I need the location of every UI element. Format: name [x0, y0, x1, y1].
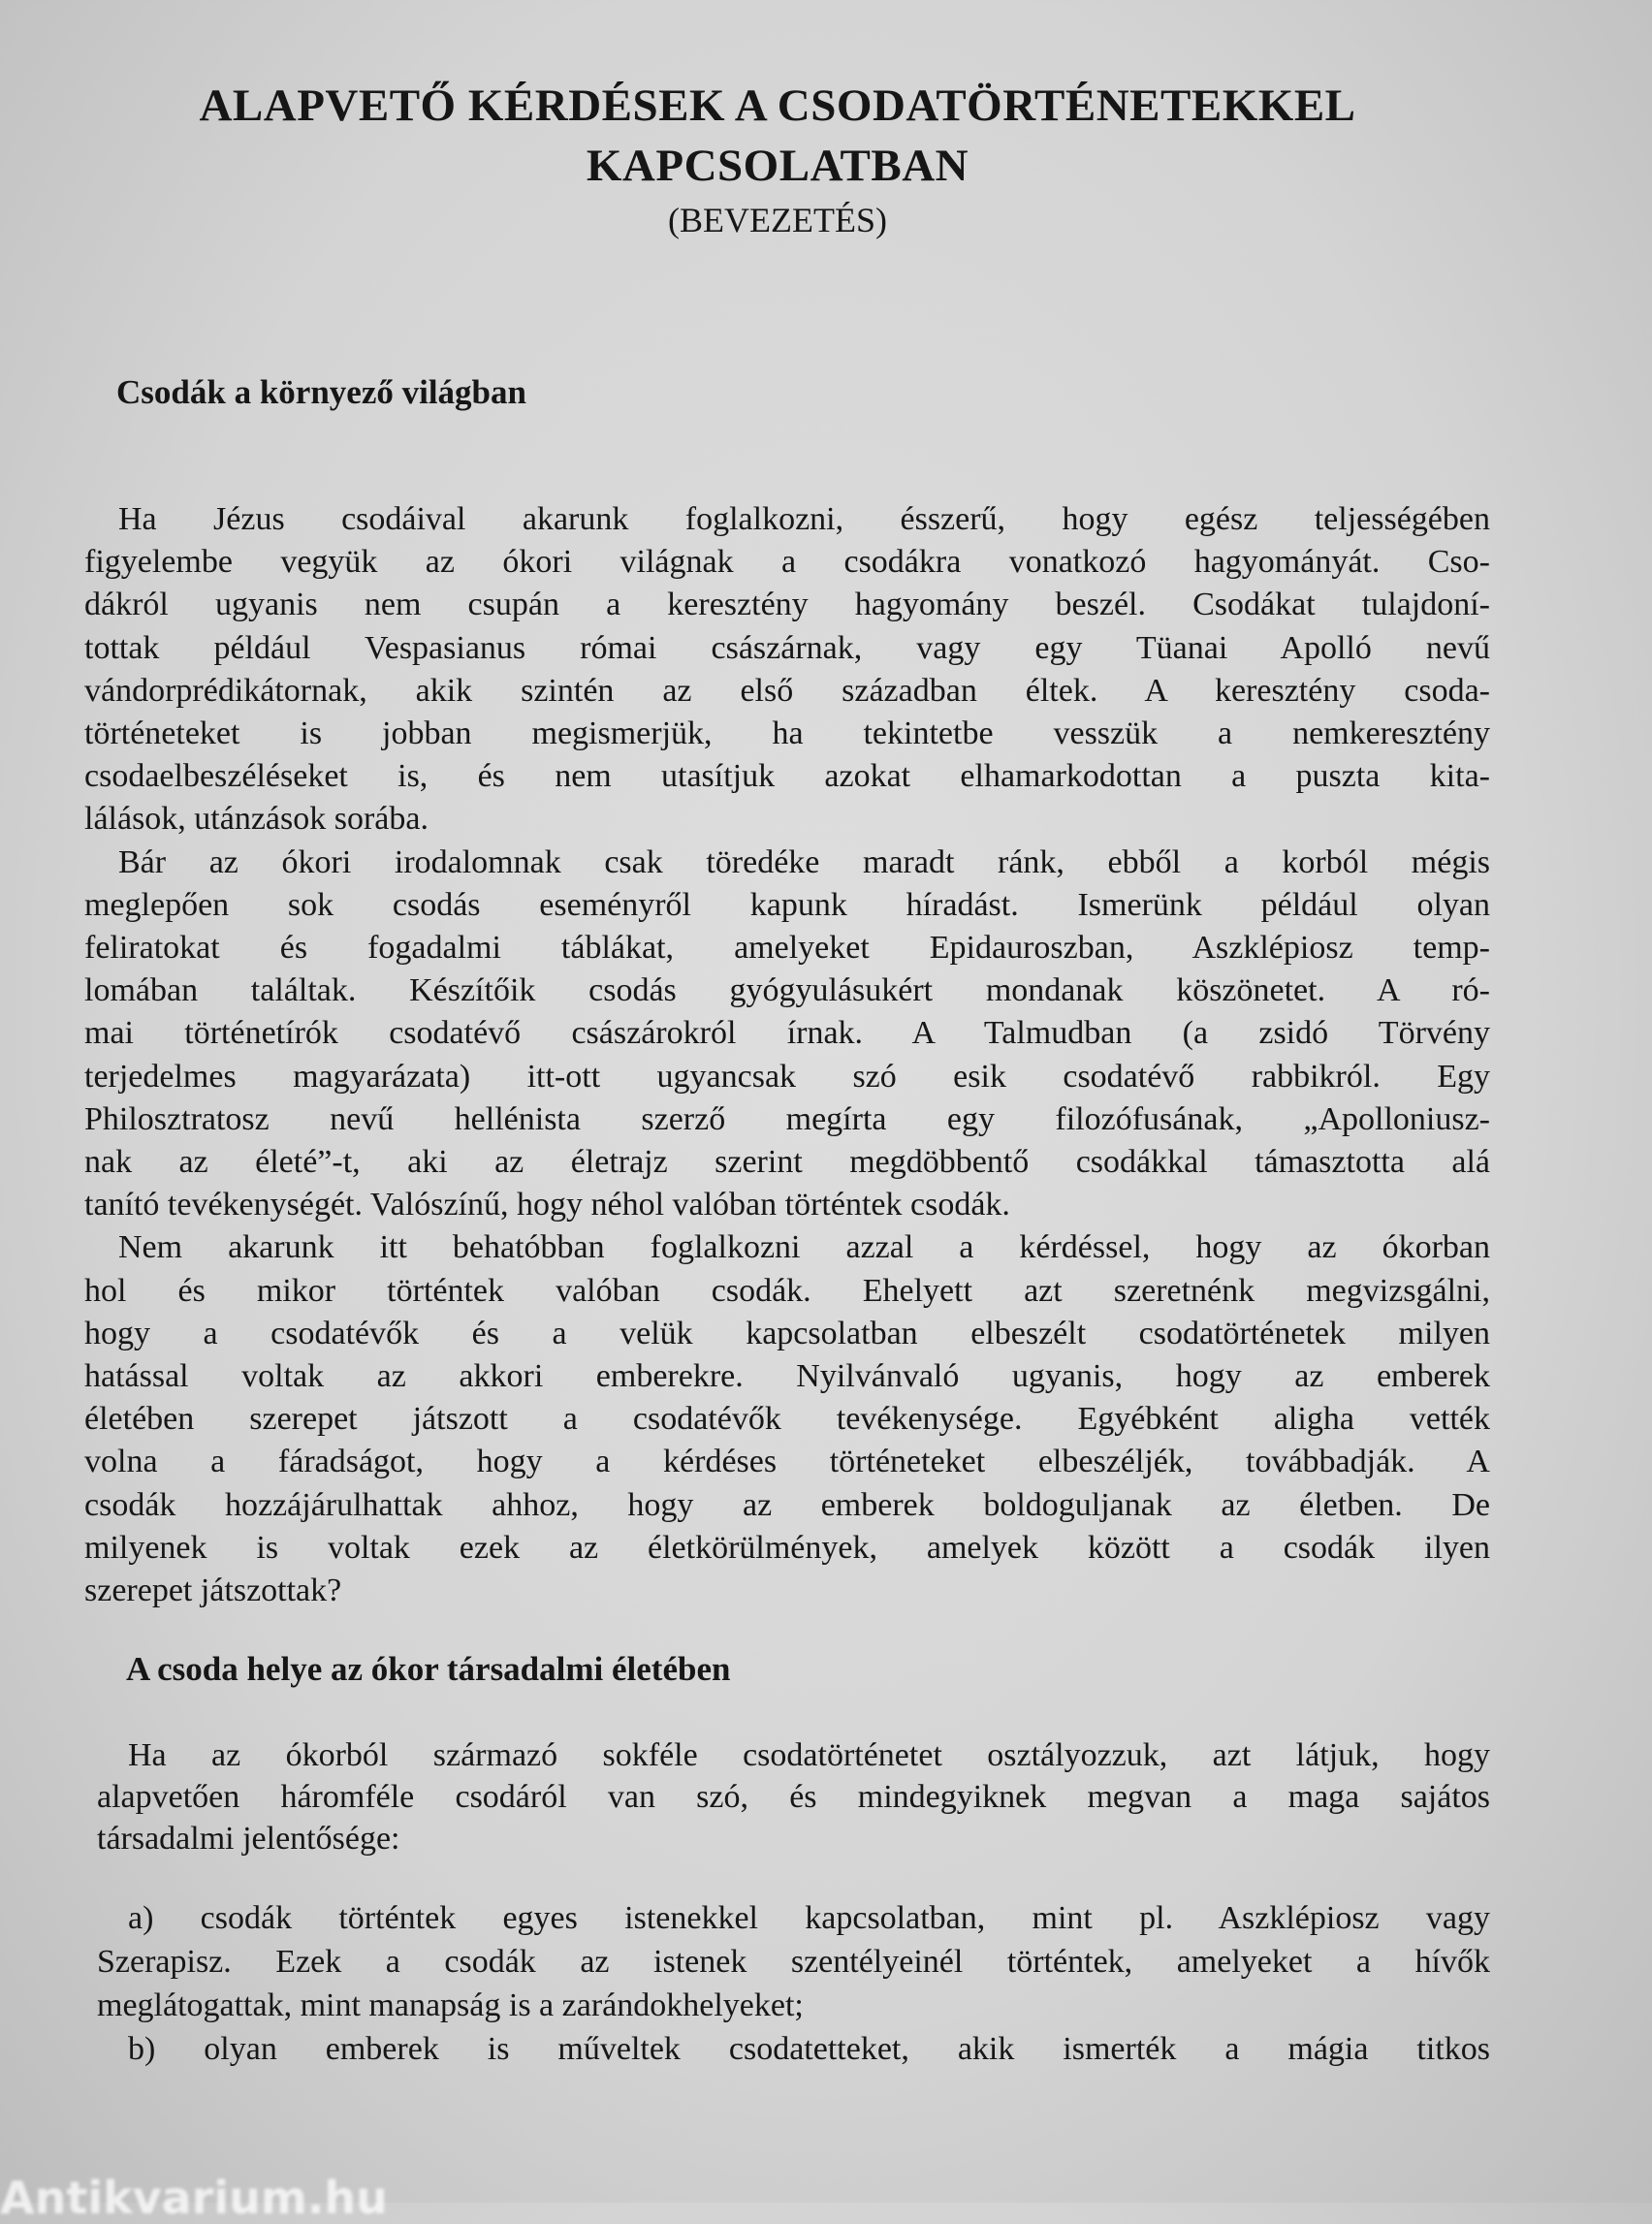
watermark: Antikvarium.hu [0, 2172, 388, 2224]
text-line: lomában találtak. Készítőik csodás gyógyulásukért mondanak köszönetet. A ró- [84, 972, 1490, 1009]
text-line: nak az életé”-t, aki az életrajz szerint megdöbbentő csodákkal támasztotta alá [84, 1144, 1490, 1180]
text-line: szerepet játszottak? [84, 1573, 342, 1608]
text-line: terjedelmes magyarázata) itt-ott ugyancsak szó esik csodatévő rabbikról. Egy [84, 1058, 1490, 1095]
text-line: mai történetírók csodatévő császárokról írnak. A Talmudban (a zsidó Törvény [84, 1015, 1490, 1052]
text-line: figyelembe vegyük az ókori világnak a csodákra vonatkozó hagyományát. Cso- [84, 544, 1490, 581]
text-line: vándorprédikátornak, akik szintén az első században éltek. A keresztény csoda- [84, 672, 1490, 709]
list-item-line: a) csodák történtek egyes istenekkel kapcsolatban, mint pl. Aszklépiosz vagy [128, 1900, 1490, 1936]
text-line: Bár az ókori irodalomnak csak töredéke maradt ránk, ebből a korból mégis [118, 843, 1490, 880]
text-line: hogy a csodatévők és a velük kapcsolatban elbeszélt csodatörténetek milyen [84, 1315, 1490, 1351]
text-line: volna a fáradságot, hogy a kérdéses történeteket elbeszéljék, továbbadják. A [84, 1444, 1490, 1480]
text-line: feliratokat és fogadalmi táblákat, amelyeket Epidauroszban, Aszklépiosz temp- [84, 930, 1490, 966]
text-line: Philosztratosz nevű hellénista szerző megírta egy filozófusának, „Apolloniusz- [84, 1100, 1490, 1137]
text-line: Nem akarunk itt behatóbban foglalkozni azzal a kérdéssel, hogy az ókorban [118, 1229, 1490, 1266]
list-item-line: Szerapisz. Ezek a csodák az istenek szentélyeinél történtek, amelyeket a hívők [97, 1944, 1490, 1980]
text-line: meglepően sok csodás eseményről kapunk híradást. Ismerünk például olyan [84, 886, 1490, 923]
intro-line: Ha az ókorból származó sokféle csodatörténetet osztályozzuk, azt látjuk, hogy [128, 1737, 1490, 1773]
list-item-line: b) olyan emberek is műveltek csodatetteket, akik ismerték a mágia titkos [128, 2031, 1490, 2067]
text-line: lálások, utánzások sorába. [84, 801, 429, 838]
text-line: csodák hozzájárulhattak ahhoz, hogy az emberek boldoguljanak az életben. De [84, 1486, 1490, 1523]
text-line: hatással voltak az akkori emberekre. Nyilvánvaló ugyanis, hogy az emberek [84, 1358, 1490, 1394]
text-line: Ha Jézus csodáival akarunk foglalkozni, ésszerű, hogy egész teljességében [118, 501, 1490, 537]
section1-heading: Csodák a környező világban [116, 373, 526, 411]
section2-heading: A csoda helye az ókor társadalmi életében [126, 1650, 731, 1688]
text-line: milyenek is voltak ezek az életkörülmények, amelyek között a csodák ilyen [84, 1529, 1490, 1566]
text-line: hol és mikor történtek valóban csodák. Ehelyett azt szeretnénk megvizsgálni, [84, 1272, 1490, 1309]
text-line: életében szerepet játszott a csodatévők tevékenysége. Egyébként aligha vették [84, 1401, 1490, 1438]
list-item-line: meglátogattak, mint manapság is a zarándokhelyeket; [97, 1987, 804, 2023]
intro-line: társadalmi jelentősége: [97, 1821, 400, 1857]
text-line: dákról ugyanis nem csupán a keresztény hagyomány beszél. Csodákat tulajdoní- [84, 587, 1490, 623]
page-title-line2: KAPCSOLATBAN [586, 141, 969, 191]
text-line: csodaelbeszéléseket is, és nem utasítjuk azokat elhamarkodottan a puszta kita- [84, 758, 1490, 795]
intro-line: alapvetően háromféle csodáról van szó, és mindegyiknek megvan a maga sajátos [97, 1779, 1490, 1815]
page-subtitle: (BEVEZETÉS) [668, 201, 887, 239]
text-line: tanító tevékenységét. Valószínű, hogy néhol valóban történtek csodák. [84, 1187, 1010, 1223]
text-line: tottak például Vespasianus római császárnak, vagy egy Tüanai Apolló nevű [84, 629, 1490, 666]
page-title-line1: ALAPVETŐ KÉRDÉSEK A CSODATÖRTÉNETEKKEL [199, 80, 1356, 131]
text-line: történeteket is jobban megismerjük, ha tekintetbe vesszük a nemkeresztény [84, 715, 1490, 751]
